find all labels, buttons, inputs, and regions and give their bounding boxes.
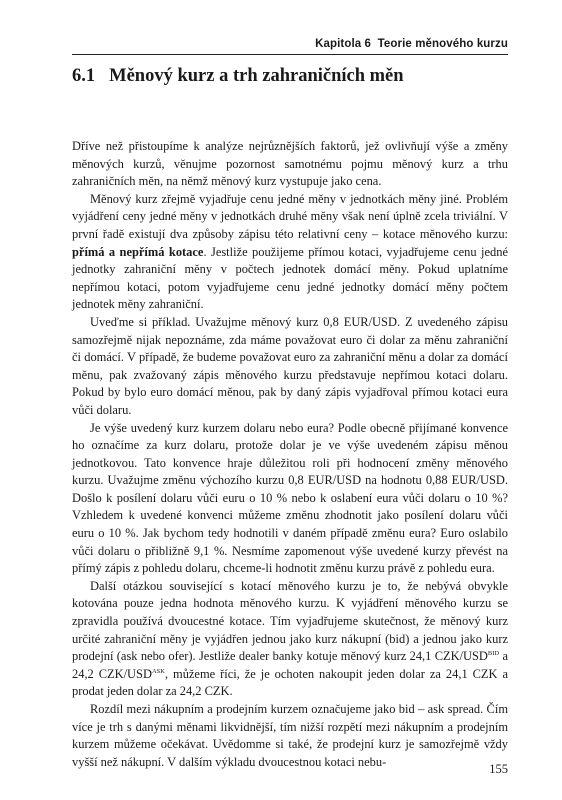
header-rule [72,54,508,55]
paragraph-2-text-b: . Jestliže použijeme přímou kotaci, vyjadřujeme cenu jedné jednotky zahraniční měny v počtech jednotek domácí měny. Pokud uplatníme nepřímou kotaci, potom vyjadřujeme cenu jedné jednotky domácí měny počtem jednotek měny zahraniční. [72,244,508,312]
paragraph-4 [72,420,508,578]
paragraph-5 [72,578,508,701]
section-title [72,66,404,87]
ask-superscript: ASK [151,667,165,675]
paragraph-4-text: Je výše uvedený kurz kurzem dolaru nebo eura? Podle obecně přijímané konvence ho označíme za kurz dolaru, protože dolar je ve výše uvedeném zápisu měnou jednotkovou. Tato konvence hraje důležitou roli při hodnocení změny měnového kurzu. Uvažujme změnu výchozího kurzu 0,8 EUR/USD na hodnotu 0,88 EUR/USD. Došlo k posílení dolaru vůči euru o 10 % nebo k oslabení eura vůči dolaru o 10 %? Vzhledem k uvedené konvenci můžeme změnu zhodnotit jako posílení dolaru vůči euru o 10 %. Jak bychom tedy hodnotili v daném případě změnu eura? Euro oslabilo vůči dolaru o přibližně 9,1 %. Nesmíme zapomenout výše uvedené kurzy převést na přímý zápis z pohledu dolaru, chceme-li hodnotit změnu kurzu právě z pohledu eura. [72,420,508,576]
paragraph-1 [72,138,508,191]
running-head [72,38,508,50]
paragraph-2-bold-term: přímá a nepřímá kotace [72,244,204,259]
chapter-label: Kapitola 6 [315,38,372,50]
paragraph-3-text: Uveďme si příklad. Uvažujme měnový kurz 0,8 EUR/USD. Z uvedeného zápisu samozřejmě nijak nepoznáme, zda máme považovat euro či dolar za měnu zahraniční či domácí. V případě, že budeme považovat euro za zahraniční měnu a dolar za domácí měnu, pak zvažovaný zápis měnového kurzu představuje nepřímou kotaci dolaru. Pokud by bylo euro domácí měnou, pak by daný zápis vyjadřoval přímou kotaci eura vůči dolaru. [72,314,508,417]
paragraph-2 [72,191,508,314]
bid-superscript: BID [487,650,500,658]
section-number: 6.1 [72,66,96,86]
paragraph-5-text-b: a 24,2 CZK/USD [72,649,508,681]
page-number: 155 [489,762,508,776]
section-title-text: Měnový kurz a trh zahraničních měn [109,66,404,86]
paragraph-6 [72,701,508,771]
body-text [72,138,508,771]
paragraph-3 [72,314,508,420]
paragraph-2-text-a: Měnový kurz zřejmě vyjadřuje cenu jedné měny v jednotkách měny jiné. Problém vyjádření ceny jedné měny v jednotkách druhé měny však není úplně zcela triviální. V první řadě existují dva způsoby zápisu této relativní ceny – kotace měnového kurzu: [72,191,508,241]
paragraph-1-text: Dříve než přistoupíme k analýze nejrůznějších faktorů, jež ovlivňují výše a změny měnových kurzů, věnujme pozornost samotnému pojmu měnový kurz a trhu zahraničních měn, na němž měnový kurz vystupuje jako cena. [72,139,508,189]
chapter-title: Teorie měnového kurzu [377,38,508,50]
paragraph-6-text: Rozdíl mezi nákupním a prodejním kurzem označujeme jako bid – ask spread. Čím více je trh s danými měnami likvidnější, tím nižší rozpětí mezi nákupním a prodejním kurzem můžeme očekávat. Uvědomme si také, že prodejní kurz je samozřejmě vždy vyšší než nákupní. V dalším výkladu dvoucestnou kotaci nebu- [72,702,508,769]
paragraph-5-text-a: Další otázkou související s kotací měnového kurzu je to, že nebývá obvykle kotována pouze jedna hodnota měnového kurzu. K vyjádření měnového kurzu se zpravidla používá dvoucestné kotace. Tím vyjadřujeme skutečnost, že měnový kurz určité zahraniční měny je vyjádřen jednou jako kurz nákupní (bid) a jednou jako kurz prodejní (ask nebo ofer). Jestliže dealer banky kotuje měnový kurz 24,1 CZK/USD [72,578,508,664]
paragraph-5-text-c: , můžeme říci, že je ochoten nakoupit jeden dolar za 24,1 CZK a prodat jeden dolar za 24,2 CZK. [72,666,508,699]
